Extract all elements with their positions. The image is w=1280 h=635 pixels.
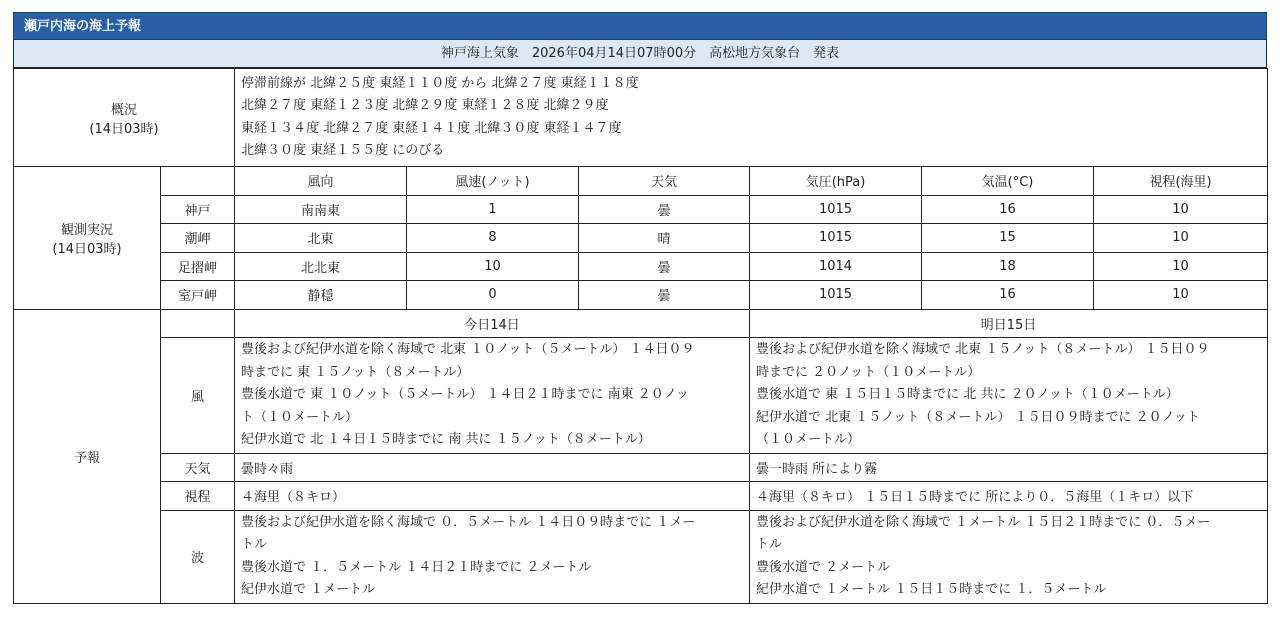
table-cell: 1015 bbox=[750, 281, 922, 310]
text-line: 時までに ２０ノット（１０メートル） bbox=[756, 364, 981, 380]
marine-forecast-panel bbox=[13, 12, 1267, 604]
text-line: ト（１０メートル） bbox=[241, 409, 359, 425]
forecast-day-header-row bbox=[14, 309, 1268, 338]
table-cell: 15 bbox=[922, 224, 1094, 253]
forecast-visibility-day2: ４海里（８キロ） １５日１５時までに 所により０．５海里（１キロ）以下 bbox=[750, 482, 1268, 511]
text-line: 紀伊水道で １メートル １５日１５時までに １．５メートル bbox=[756, 582, 1107, 597]
observation-time: (14日03時) bbox=[52, 241, 122, 257]
table-cell: 8 bbox=[407, 224, 579, 253]
observation-corner-cell bbox=[161, 167, 235, 196]
column-header: 風速(ノット) bbox=[407, 167, 579, 196]
forecast-waves-day2 bbox=[750, 510, 1268, 603]
text-line: 豊後および紀伊水道を除く海域で １メートル １５日２１時までに ０．５メー bbox=[756, 514, 1211, 530]
text-line: 豊後および紀伊水道を除く海域で 北東 １５ノット（８メートル） １５日０９ bbox=[756, 342, 1210, 357]
forecast-day2-header: 明日15日 bbox=[750, 309, 1268, 338]
station-name: 潮岬 bbox=[161, 224, 235, 253]
forecast-waves-row bbox=[14, 510, 1268, 603]
forecast-wind-label: 風 bbox=[161, 338, 235, 454]
table-cell: 16 bbox=[922, 281, 1094, 310]
text-line: トル bbox=[241, 537, 268, 552]
forecast-weather-day1: 曇時々雨 bbox=[235, 453, 750, 482]
text-line: 紀伊水道で 北 １４日１５時までに 南 共に １５ノット（８メートル） bbox=[241, 432, 651, 447]
page-title: 瀬戸内海の海上予報 bbox=[13, 12, 1267, 40]
overview-label: 概況 bbox=[111, 102, 138, 118]
station-name: 足摺岬 bbox=[161, 252, 235, 281]
table-row bbox=[14, 195, 1268, 224]
text-line: 豊後水道で 東 １５日１５時までに 北 共に ２０ノット（１０メートル） bbox=[756, 387, 1179, 402]
overview-text bbox=[235, 69, 1268, 167]
overview-row bbox=[14, 69, 1268, 167]
overview-line: 北緯２７度 東経１２３度 北緯２９度 東経１２８度 北緯２９度 bbox=[241, 98, 609, 113]
table-cell: 1 bbox=[407, 195, 579, 224]
overview-time: (14日03時) bbox=[89, 121, 159, 137]
table-cell: 南南東 bbox=[235, 195, 407, 224]
overview-line: 停滞前線が 北緯２５度 東経１１０度 から 北緯２７度 東経１１８度 bbox=[241, 75, 639, 91]
table-cell: 10 bbox=[1094, 252, 1268, 281]
table-cell: 北北東 bbox=[235, 252, 407, 281]
observation-label-cell bbox=[14, 167, 161, 310]
overview-label-cell bbox=[14, 69, 235, 167]
table-cell: 16 bbox=[922, 195, 1094, 224]
table-cell: 静穏 bbox=[235, 281, 407, 310]
table-cell: 曇 bbox=[579, 195, 750, 224]
text-line: 豊後水道で １．５メートル １４日２１時までに ２メートル bbox=[241, 559, 592, 575]
table-cell: 曇 bbox=[579, 252, 750, 281]
table-cell: 18 bbox=[922, 252, 1094, 281]
table-cell: 1015 bbox=[750, 195, 922, 224]
forecast-wind-row bbox=[14, 338, 1268, 454]
forecast-visibility-day1: ４海里（８キロ） bbox=[235, 482, 750, 511]
forecast-weather-label: 天気 bbox=[161, 453, 235, 482]
observation-header-row bbox=[14, 167, 1268, 196]
text-line: 豊後および紀伊水道を除く海域で 北東 １０ノット（５メートル） １４日０９ bbox=[241, 342, 695, 357]
column-header: 気温(°C) bbox=[922, 167, 1094, 196]
text-line: 時までに 東 １５ノット（８メートル） bbox=[241, 364, 470, 380]
observation-label: 観測実況 bbox=[60, 222, 113, 238]
table-cell: 1015 bbox=[750, 224, 922, 253]
table-cell: 北東 bbox=[235, 224, 407, 253]
issuer-line: 神戸海上気象 2026年04月14日07時00分 高松地方気象台 発表 bbox=[13, 40, 1267, 68]
column-header: 視程(海里) bbox=[1094, 167, 1268, 196]
table-cell: 10 bbox=[407, 252, 579, 281]
text-line: 豊後水道で ２メートル bbox=[756, 559, 891, 575]
text-line: トル bbox=[756, 537, 783, 552]
column-header: 気圧(hPa) bbox=[750, 167, 922, 196]
forecast-waves-label: 波 bbox=[161, 510, 235, 603]
forecast-wind-day1 bbox=[235, 338, 750, 454]
table-cell: 10 bbox=[1094, 195, 1268, 224]
text-line: 紀伊水道で １メートル bbox=[241, 582, 376, 597]
text-line: （１０メートル） bbox=[756, 432, 861, 447]
table-cell: 曇 bbox=[579, 281, 750, 310]
forecast-visibility-label: 視程 bbox=[161, 482, 235, 511]
table-row bbox=[14, 252, 1268, 281]
text-line: 紀伊水道で 北東 １５ノット（８メートル） １５日０９時までに ２０ノット bbox=[756, 409, 1200, 425]
station-name: 神戸 bbox=[161, 195, 235, 224]
forecast-wind-day2 bbox=[750, 338, 1268, 454]
forecast-waves-day1 bbox=[235, 510, 750, 603]
column-header: 風向 bbox=[235, 167, 407, 196]
table-row bbox=[14, 224, 1268, 253]
forecast-visibility-row bbox=[14, 482, 1268, 511]
table-cell: 10 bbox=[1094, 224, 1268, 253]
forecast-label: 予報 bbox=[14, 309, 161, 603]
forecast-corner-cell bbox=[161, 309, 235, 338]
table-row bbox=[14, 281, 1268, 310]
text-line: 豊後水道で 東 １０ノット（５メートル） １４日２１時までに 南東 ２０ノッ bbox=[241, 387, 689, 402]
table-cell: 1014 bbox=[750, 252, 922, 281]
overview-line: 北緯３０度 東経１５５度 にのびる bbox=[241, 143, 445, 158]
table-cell: 晴 bbox=[579, 224, 750, 253]
station-name: 室戸岬 bbox=[161, 281, 235, 310]
forecast-weather-day2: 曇一時雨 所により霧 bbox=[750, 453, 1268, 482]
table-cell: 10 bbox=[1094, 281, 1268, 310]
text-line: 豊後および紀伊水道を除く海域で ０．５メートル １４日０９時までに １メー bbox=[241, 514, 696, 530]
table-cell: 0 bbox=[407, 281, 579, 310]
column-header: 天気 bbox=[579, 167, 750, 196]
overview-line: 東経１３４度 北緯２７度 東経１４１度 北緯３０度 東経１４７度 bbox=[241, 120, 622, 136]
forecast-day1-header: 今日14日 bbox=[235, 309, 750, 338]
forecast-weather-row bbox=[14, 453, 1268, 482]
forecast-table bbox=[13, 68, 1268, 604]
